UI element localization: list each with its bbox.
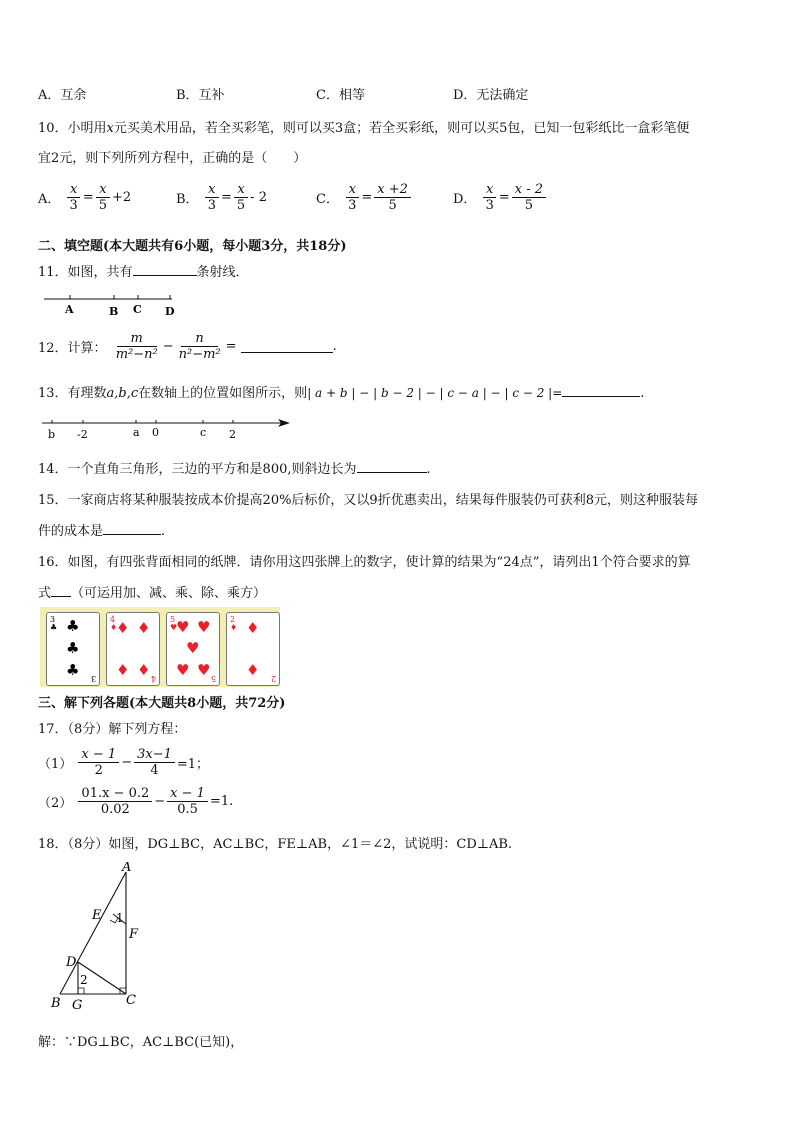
equals: =: [361, 190, 373, 205]
q16-card-4-diamonds: [106, 612, 160, 686]
q11-post: 条射线．: [196, 265, 249, 280]
q11-text: [38, 261, 249, 280]
q13-vars: a,b,c: [106, 386, 139, 401]
frac-den: 5: [388, 198, 397, 213]
option-label: D．: [453, 192, 477, 207]
q17-part2: [38, 786, 233, 817]
card-rank-bottom: 2: [270, 674, 276, 683]
q15-line2: [38, 520, 165, 539]
frac-den: m²−n²: [115, 347, 158, 362]
q17-part2-rhs: =1.: [209, 794, 234, 809]
q15-line1: 15．一家商店将某种服装按成本价提高20%后标价，又以9折优惠卖出，结果每件服装仍可获利8元，则这种服装每: [38, 493, 698, 508]
q10-line2: 宜2元，则下列所列方程中，正确的是（ ）: [38, 151, 307, 166]
label-g: G: [72, 998, 83, 1010]
equals: =: [220, 190, 232, 205]
card-rank: 5: [170, 615, 176, 624]
card-pip: ♣: [66, 617, 80, 635]
q9-option-b: B．互补: [176, 88, 225, 103]
q13-label-a: a: [133, 426, 140, 439]
q14-end: .: [426, 462, 431, 477]
frac-den: 2: [94, 763, 103, 778]
card-rank-bottom: 3: [90, 674, 96, 683]
card-corner-suit: ♥: [170, 623, 178, 632]
q17-part1-rhs: =1；: [176, 757, 210, 772]
q14-text: [38, 458, 431, 477]
option-label: A．: [38, 192, 61, 207]
minus: −: [121, 755, 133, 770]
option-label: C．: [316, 192, 339, 207]
card-rank: 3: [50, 615, 56, 624]
frac-num: x − 1: [167, 786, 208, 802]
card-rank: 2: [230, 615, 236, 624]
q12-end: .: [332, 339, 337, 354]
q18-triangle-figure: [46, 862, 156, 1010]
q13-number-line: [38, 414, 298, 442]
q15-line2-pre: 件的成本是: [38, 524, 104, 539]
tail: +2: [112, 190, 132, 205]
q11-answer-blank[interactable]: [133, 263, 197, 276]
card-pip: ♦: [116, 619, 130, 637]
q11-point-c: C: [133, 303, 142, 316]
q16-line1: 16．如图，有四张背面相同的纸牌．请你用这四张牌上的数字，使计算的结果为“24点”，请列出1个符合要求的算: [38, 555, 691, 570]
option-label: B．: [176, 192, 199, 207]
card-corner-suit: ♦: [110, 623, 118, 632]
card-pip: ♥: [176, 618, 190, 636]
card-pip: ♦: [246, 661, 260, 679]
q16-card-5-hearts: [166, 612, 220, 686]
right-angle-g: [78, 988, 84, 994]
q13-pre: 13．有理数: [38, 386, 107, 401]
equals: =: [82, 190, 94, 205]
q13-label-c: c: [200, 426, 207, 439]
frac-num: x: [346, 182, 359, 198]
q9-option-c: C．相等: [316, 88, 365, 103]
q9-option-a: A．互余: [38, 88, 87, 103]
frac-den: 4: [150, 763, 159, 778]
q10-option-a: [38, 182, 131, 213]
side-ab: [60, 872, 126, 994]
q11-pre: 11．如图，共有: [38, 265, 133, 280]
frac-num: x − 1: [78, 747, 119, 763]
q11-point-a: A: [65, 303, 74, 316]
q10-line1-post: 元买美术用品，若全买彩笔，则可以买3盒；若全买彩纸，则可以买5包，已知一包彩纸比一盒彩笔便: [113, 121, 690, 136]
frac-num: 3x−1: [134, 747, 175, 763]
minus: −: [154, 794, 166, 809]
q14-pre: 14．一个直角三角形，三边的平方和是: [38, 462, 263, 477]
q11-point-b: B: [109, 305, 119, 318]
q13-mid: 在数轴上的位置如图所示，则: [138, 386, 308, 401]
card-pip: ♥: [176, 661, 190, 679]
q10-var-x: x: [106, 121, 114, 136]
q16-line2-pre: 式: [38, 586, 52, 601]
q13-label-neg2: -2: [77, 428, 88, 441]
card-corner-suit: ♦: [230, 623, 238, 632]
frac-num: x +2: [374, 182, 411, 198]
label-e: E: [92, 908, 102, 923]
frac-den: 3: [485, 198, 494, 213]
card-pip: ♥: [186, 639, 200, 657]
q10-line1-pre: 10．小明用: [38, 121, 107, 136]
frac-num: x: [96, 182, 109, 198]
frac-den: 0.02: [100, 802, 130, 817]
label-d: D: [66, 955, 77, 970]
card-pip: ♦: [246, 619, 260, 637]
frac-num: x: [483, 182, 496, 198]
card-pip: ♣: [66, 639, 80, 657]
frac-den: 0.5: [177, 802, 198, 817]
q18-text: 18．（8分）如图，DG⊥BC，AC⊥BC，FE⊥AB，∠1＝∠2，试说明：CD⊥AB.: [38, 837, 513, 852]
q12-answer-blank[interactable]: [241, 340, 333, 353]
frac-num: 01.x − 0.2: [78, 786, 152, 802]
q16-line2-post: （可运用加、减、乘、除、乘方）: [71, 586, 267, 601]
label-angle-1: 1: [116, 911, 124, 925]
tail: - 2: [250, 190, 267, 205]
frac-den: 5: [524, 198, 534, 213]
label-angle-2: 2: [80, 973, 88, 987]
label-a: A: [122, 862, 132, 875]
q12-pre: 12．计算：: [38, 341, 107, 356]
frac-num: m: [117, 331, 157, 347]
q13-end: .: [640, 386, 645, 401]
q13-answer-blank[interactable]: [562, 384, 640, 397]
card-pip: ♦: [116, 661, 130, 679]
q16-card-3-clubs: [46, 612, 100, 686]
card-rank-bottom: 4: [150, 674, 156, 683]
frac-num: x: [205, 182, 218, 198]
minus: −: [162, 339, 174, 354]
frac-num: x: [234, 182, 247, 198]
q17-title: 17．（8分）解下列方程：: [38, 722, 187, 737]
frac-den: 3: [69, 198, 78, 213]
label-f: F: [129, 927, 139, 942]
q10-option-d: [453, 182, 548, 213]
q11-ray-figure: [40, 292, 180, 318]
frac-num: x - 2: [512, 182, 546, 198]
card-pip: ♥: [197, 618, 211, 636]
q10-line1: [38, 117, 689, 136]
q17-part1: [38, 747, 209, 778]
card-corner-suit: ♣: [50, 623, 58, 632]
q15-answer-blank[interactable]: [103, 522, 161, 535]
section-2-heading: 二、填空题(本大题共有6小题，每小题3分，共18分): [38, 239, 347, 254]
section-3-heading: 三、解下列各题(本大题共8小题，共72分): [38, 696, 286, 711]
q14-number: 800: [262, 462, 288, 477]
frac-den: n²−m²: [178, 347, 221, 362]
q16-card-2-diamonds: [226, 612, 280, 686]
q13-label-0: 0: [152, 426, 159, 439]
equals: =: [498, 190, 510, 205]
card-pip: ♦: [137, 661, 151, 679]
card-pip: ♣: [66, 661, 80, 679]
q10-option-c: [316, 182, 413, 213]
q14-answer-blank[interactable]: [357, 460, 427, 473]
q12-text: [38, 331, 337, 362]
card-rank: 4: [110, 615, 116, 624]
q16-line2: [38, 582, 266, 601]
card-rank-bottom: 5: [210, 674, 216, 683]
q13-label-b: b: [48, 428, 56, 441]
q13-label-2: 2: [229, 428, 236, 441]
q13-text: [38, 382, 644, 401]
card-pip: ♦: [137, 619, 151, 637]
q13-expression: | a + b | − | b − 2 | − | c − a | − | c − 2 |=: [307, 386, 563, 400]
q11-point-d: D: [165, 305, 175, 318]
q10-option-b: [176, 182, 267, 213]
label-c: C: [126, 993, 136, 1008]
q15-end: .: [161, 524, 166, 539]
frac-num: x: [67, 182, 80, 198]
equals: =: [225, 339, 237, 354]
q16-answer-blank[interactable]: [51, 584, 71, 597]
q9-option-d: D．无法确定: [453, 88, 529, 103]
frac-den: 5: [236, 198, 246, 213]
q18-solution-line: 解：∵DG⊥BC，AC⊥BC(已知)，: [38, 1035, 244, 1050]
frac-den: 3: [348, 198, 357, 213]
frac-num: n: [181, 331, 217, 347]
q17-part1-label: （1）: [38, 757, 73, 772]
q14-post: ,则斜边长为: [287, 462, 357, 477]
label-b: B: [51, 996, 61, 1010]
card-pip: ♥: [197, 661, 211, 679]
frac-den: 3: [207, 198, 216, 213]
q17-part2-label: （2）: [38, 796, 73, 811]
frac-den: 5: [98, 198, 107, 213]
